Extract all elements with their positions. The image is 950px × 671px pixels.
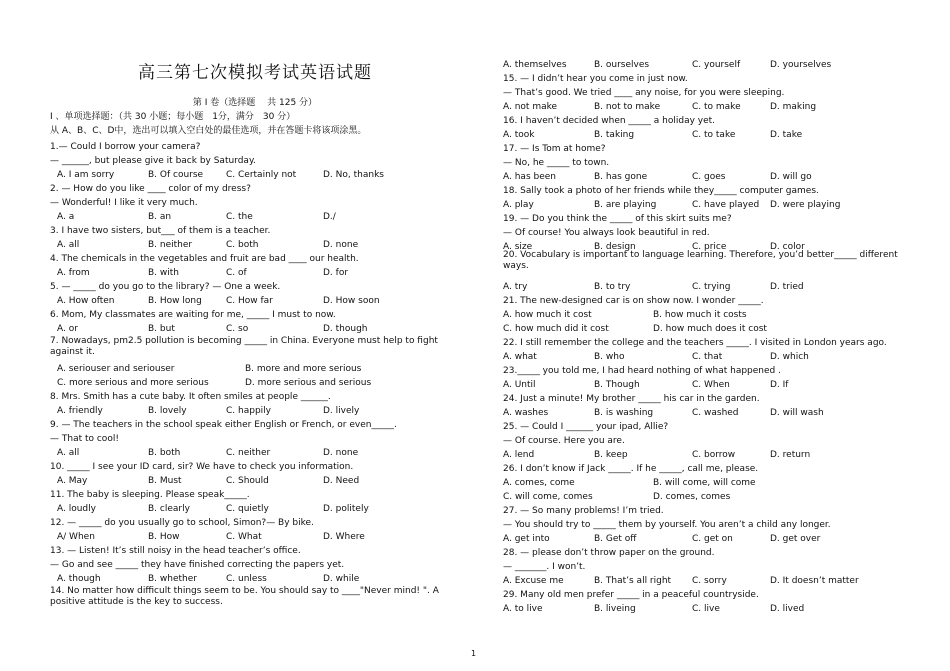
answer-option: B. taking xyxy=(594,130,635,140)
question-line: 23._____ you told me, I had heard nothing of what happened . xyxy=(503,366,781,376)
question-line: — Of course. Here you are. xyxy=(503,436,625,446)
answer-option: C. that xyxy=(692,352,723,362)
answer-option: C. What xyxy=(226,532,262,542)
options-row xyxy=(50,324,460,335)
question-line: 6. Mom, My classmates are waiting for me, _____ I must to now. xyxy=(50,310,336,320)
answer-option: C. how much did it cost xyxy=(503,324,609,334)
options-row xyxy=(503,576,913,587)
answer-option: C. Certainly not xyxy=(226,170,297,180)
answer-option: D. though xyxy=(323,324,368,334)
answer-option: C. When xyxy=(692,380,730,390)
options-row xyxy=(503,324,913,335)
question-line: 15. — I didn’t hear you come in just now. xyxy=(503,74,688,84)
answer-option: A. to live xyxy=(503,604,543,614)
answer-option: A. has been xyxy=(503,172,556,182)
answer-option: C. get on xyxy=(692,534,733,544)
answer-option: A. how much it cost xyxy=(503,310,592,320)
answer-option: B. to try xyxy=(594,282,631,292)
answer-option: D. Where xyxy=(323,532,365,542)
answer-option: C. to take xyxy=(692,130,736,140)
answer-option: D. none xyxy=(323,240,359,250)
answer-option: C. Should xyxy=(226,476,269,486)
options-row xyxy=(50,476,460,487)
options-row xyxy=(503,534,913,545)
answer-option: C. will come, comes xyxy=(503,492,593,502)
question-line: 7. Nowadays, pm2.5 pollution is becoming _____ in China. Everyone must help to fight against it. xyxy=(50,336,438,357)
answer-option: A/ When xyxy=(57,532,95,542)
answer-option: D. for xyxy=(323,268,349,278)
answer-option: A. comes, come xyxy=(503,478,575,488)
instruction: 从 A、B、C、D中，选出可以填入空白处的最佳选项，并在答题卡将该项涂黑。 xyxy=(50,126,367,136)
answer-option: A. what xyxy=(503,352,537,362)
options-row xyxy=(503,408,913,419)
answer-option: A. though xyxy=(57,574,101,584)
options-row xyxy=(503,102,913,113)
question-line: — No, he _____ to town. xyxy=(503,158,610,168)
answer-option: B. is washing xyxy=(594,408,654,418)
answer-option: D. Need xyxy=(323,476,360,486)
answer-option: A. took xyxy=(503,130,535,140)
answer-option: D. No, thanks xyxy=(323,170,384,180)
answer-option: C. quietly xyxy=(226,504,269,514)
answer-option: C. goes xyxy=(692,172,726,182)
answer-option: D. It doesn’t matter xyxy=(770,576,859,586)
answer-option: A. Excuse me xyxy=(503,576,564,586)
answer-option: C. trying xyxy=(692,282,731,292)
options-row xyxy=(503,352,913,363)
answer-option: A. loudly xyxy=(57,504,96,514)
answer-option: B. are playing xyxy=(594,200,657,210)
answer-option: B. Of course xyxy=(148,170,204,180)
question-line: 22. I still remember the college and the teachers _____. I visited in London years ago. xyxy=(503,338,887,348)
answer-option: C. of xyxy=(226,268,247,278)
answer-option: D. get over xyxy=(770,534,821,544)
options-row xyxy=(503,380,913,391)
answer-option: A. from xyxy=(57,268,90,278)
answer-option: D. will go xyxy=(770,172,812,182)
answer-option: C. live xyxy=(692,604,720,614)
question-line: 21. The new-designed car is on show now. I wonder _____. xyxy=(503,296,764,306)
question-line: 18. Sally took a photo of her friends while they_____ computer games. xyxy=(503,186,819,196)
question-line: 25. — Could I ______ your ipad, Allie? xyxy=(503,422,669,432)
answer-option: B. keep xyxy=(594,450,628,460)
question-line: — That’s good. We tried ____ any noise, for you were sleeping. xyxy=(503,88,785,98)
answer-option: A. try xyxy=(503,282,528,292)
question-line: 3. I have two sisters, but___ of them is a teacher. xyxy=(50,226,271,236)
answer-option: A. themselves xyxy=(503,60,567,70)
question-line: 11. The baby is sleeping. Please speak_____. xyxy=(50,490,250,500)
question-line: 10. _____ I see your ID card, sir? We have to check you information. xyxy=(50,462,354,472)
answer-option: A. I am sorry xyxy=(57,170,115,180)
answer-option: D. yourselves xyxy=(770,60,832,70)
answer-option: C. unless xyxy=(226,574,267,584)
options-row xyxy=(503,478,913,489)
options-row xyxy=(50,448,460,459)
answer-option: B. How long xyxy=(148,296,202,306)
answer-option: A. not make xyxy=(503,102,558,112)
answer-option: D./ xyxy=(323,212,336,222)
answer-option: D. lived xyxy=(770,604,805,614)
part-heading: I 、单项选择题：（共 30 小题；每小题 1分，满分 30 分） xyxy=(50,112,296,122)
question-line: 24. Just a minute! My brother _____ his car in the garden. xyxy=(503,394,760,404)
answer-option: A. get into xyxy=(503,534,550,544)
answer-option: C. How far xyxy=(226,296,273,306)
answer-option: D. comes, comes xyxy=(653,492,731,502)
answer-option: D. lively xyxy=(323,406,360,416)
question-line: 5. — _____ do you go to the library? — One a week. xyxy=(50,282,281,292)
answer-option: D. will wash xyxy=(770,408,824,418)
answer-option: A. lend xyxy=(503,450,535,460)
answer-option: B. how much it costs xyxy=(653,310,747,320)
answer-option: B. not to make xyxy=(594,102,661,112)
options-row xyxy=(50,406,460,417)
answer-option: D. while xyxy=(323,574,360,584)
answer-option: D. politely xyxy=(323,504,369,514)
question-line: 2. — How do you like ____ color of my dress? xyxy=(50,184,251,194)
question-line: 28. — please don’t throw paper on the ground. xyxy=(503,548,715,558)
answer-option: C. more serious and more serious xyxy=(57,378,209,388)
answer-option: D. return xyxy=(770,450,811,460)
answer-option: A. all xyxy=(57,448,80,458)
answer-option: D. If xyxy=(770,380,789,390)
answer-option: B. both xyxy=(148,448,181,458)
answer-option: B. ourselves xyxy=(594,60,650,70)
answer-option: C. to make xyxy=(692,102,741,112)
answer-option: B. neither xyxy=(148,240,193,250)
question-line: 27. — So many problems! I’m tried. xyxy=(503,506,664,516)
answer-option: B. lovely xyxy=(148,406,187,416)
answer-option: B. an xyxy=(148,212,172,222)
answer-option: B. has gone xyxy=(594,172,648,182)
question-line: 13. — Listen! It’s still noisy in the head teacher’s office. xyxy=(50,546,301,556)
answer-option: B. Though xyxy=(594,380,640,390)
question-line: — _______. I won’t. xyxy=(503,562,586,572)
answer-option: C. the xyxy=(226,212,253,222)
options-row xyxy=(50,170,460,181)
options-row xyxy=(50,212,460,223)
question-line: 20. Vocabulary is important to language learning. Therefore, you’d better_____ different ways. xyxy=(503,250,898,271)
answer-option: C. washed xyxy=(692,408,739,418)
question-line: 16. I haven’t decided when _____ a holiday yet. xyxy=(503,116,716,126)
options-row xyxy=(50,532,460,543)
answer-option: A. May xyxy=(57,476,88,486)
answer-option: A. Until xyxy=(503,380,536,390)
section-header: 第 I 卷（选择题 共 125 分） xyxy=(192,98,318,108)
options-row xyxy=(50,574,460,585)
answer-option: C. have played xyxy=(692,200,760,210)
answer-option: C. both xyxy=(226,240,259,250)
options-row xyxy=(503,282,913,293)
answer-option: D. were playing xyxy=(770,200,841,210)
answer-option: A. friendly xyxy=(57,406,103,416)
question-line: 12. — _____ do you usually go to school, Simon?— By bike. xyxy=(50,518,314,528)
answer-option: D. how much does it cost xyxy=(653,324,767,334)
answer-option: D. none xyxy=(323,448,359,458)
answer-option: C. borrow xyxy=(692,450,736,460)
answer-option: D. tried xyxy=(770,282,804,292)
options-row xyxy=(503,450,913,461)
answer-option: B. clearly xyxy=(148,504,190,514)
answer-option: D. making xyxy=(770,102,817,112)
options-row xyxy=(503,200,913,211)
answer-option: B. How xyxy=(148,532,180,542)
options-row xyxy=(50,378,460,389)
answer-option: B. more and more serious xyxy=(245,364,362,374)
question-line: 19. — Do you think the _____ of this skirt suits me? xyxy=(503,214,732,224)
answer-option: C. happily xyxy=(226,406,271,416)
answer-option: B. will come, will come xyxy=(653,478,756,488)
question-line: 29. Many old men prefer _____ in a peaceful countryside. xyxy=(503,590,759,600)
options-row xyxy=(503,310,913,321)
answer-option: A. a xyxy=(57,212,75,222)
answer-option: D. color xyxy=(770,242,805,252)
answer-option: D. How soon xyxy=(323,296,380,306)
answer-option: A. seriouser and seriouser xyxy=(57,364,175,374)
options-row xyxy=(503,492,913,503)
answer-option: A. How often xyxy=(57,296,115,306)
answer-option: C. so xyxy=(226,324,249,334)
options-row xyxy=(503,60,913,71)
options-row xyxy=(50,296,460,307)
answer-option: C. price xyxy=(692,242,727,252)
question-line: 1.— Could I borrow your camera? xyxy=(50,142,201,152)
options-row xyxy=(50,268,460,279)
question-line: 17. — Is Tom at home? xyxy=(503,144,606,154)
options-row xyxy=(503,172,913,183)
answer-option: B. Must xyxy=(148,476,182,486)
options-row xyxy=(50,364,460,375)
question-line: — Go and see _____ they have finished correcting the papers yet. xyxy=(50,560,345,570)
answer-option: A. all xyxy=(57,240,80,250)
question-line: — That to cool! xyxy=(50,434,119,444)
question-line: — ______, but please give it back by Saturday. xyxy=(50,156,256,166)
answer-option: A. play xyxy=(503,200,534,210)
answer-option: B. liveing xyxy=(594,604,636,614)
answer-option: B. with xyxy=(148,268,179,278)
answer-option: B. Get off xyxy=(594,534,637,544)
question-line: 26. I don’t know if Jack _____. If he _____, call me, please. xyxy=(503,464,759,474)
answer-option: B. who xyxy=(594,352,625,362)
answer-option: D. more serious and serious xyxy=(245,378,372,388)
answer-option: A. or xyxy=(57,324,78,334)
options-row xyxy=(503,604,913,615)
answer-option: A. size xyxy=(503,242,533,252)
answer-option: C. neither xyxy=(226,448,271,458)
question-line: 14. No matter how difficult things seem to be. You should say to ____"Never mind! ". A positive attitude is the key to success. xyxy=(50,586,439,607)
answer-option: D. which xyxy=(770,352,809,362)
exam-title: 高三第七次模拟考试英语试题 xyxy=(138,63,372,83)
answer-option: A. washes xyxy=(503,408,549,418)
page-number: 1 xyxy=(471,649,477,658)
answer-option: B. design xyxy=(594,242,636,252)
answer-option: B. whether xyxy=(148,574,197,584)
options-row xyxy=(50,240,460,251)
question-line: 8. Mrs. Smith has a cute baby. It often smiles at people ______. xyxy=(50,392,331,402)
question-line: 4. The chemicals in the vegetables and fruit are bad ____ our health. xyxy=(50,254,359,264)
answer-option: B. but xyxy=(148,324,175,334)
options-row xyxy=(50,504,460,515)
question-line: — Wonderful! I like it very much. xyxy=(50,198,198,208)
question-line: — You should try to _____ them by yourself. You aren’t a child any longer. xyxy=(503,520,831,530)
answer-option: C. sorry xyxy=(692,576,727,586)
options-row xyxy=(503,130,913,141)
answer-option: B. That’s all right xyxy=(594,576,672,586)
question-line: 9. — The teachers in the school speak either English or French, or even_____. xyxy=(50,420,397,430)
answer-option: C. yourself xyxy=(692,60,741,70)
question-line: — Of course! You always look beautiful in red. xyxy=(503,228,710,238)
answer-option: D. take xyxy=(770,130,803,140)
